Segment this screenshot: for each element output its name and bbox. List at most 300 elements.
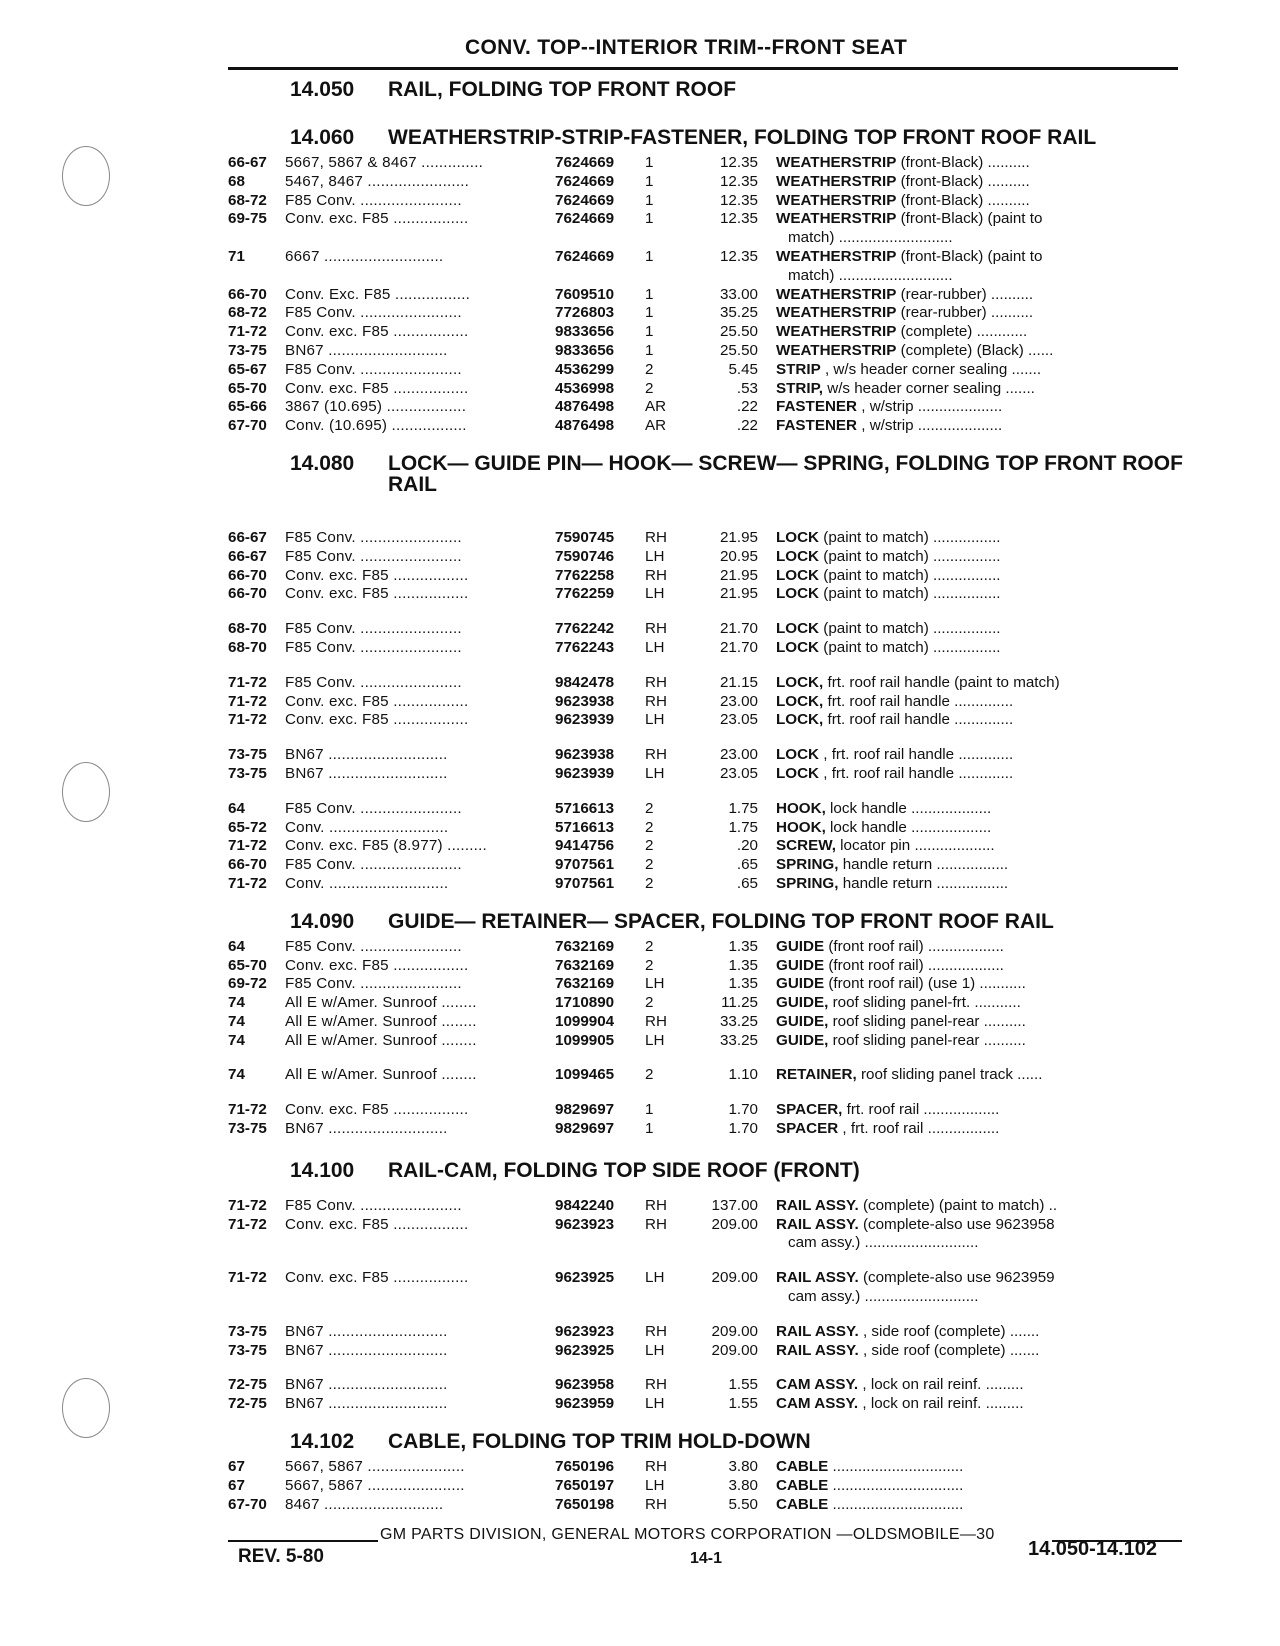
model-application: F85 Conv. ....................... bbox=[285, 360, 462, 378]
part-description bbox=[776, 548, 1188, 567]
description-text: frt. roof rail .................. bbox=[846, 1101, 1000, 1119]
description-text: , side roof (complete) ....... bbox=[862, 1322, 1040, 1340]
description-text: , frt. roof rail handle ............. bbox=[823, 746, 1014, 764]
model-application: F85 Conv. ....................... bbox=[285, 799, 462, 817]
page-number: 14-1 bbox=[690, 1550, 723, 1567]
model-application: F85 Conv. ....................... bbox=[285, 191, 462, 209]
section-heading bbox=[290, 452, 1188, 495]
part-row bbox=[228, 417, 1188, 436]
year-range: 66-67 bbox=[228, 154, 267, 171]
description-text: roof sliding panel-frt. ........... bbox=[832, 994, 1021, 1012]
part-number: 9707561 bbox=[555, 874, 615, 892]
price: 1.70 bbox=[728, 1120, 758, 1138]
part-row bbox=[228, 1013, 1188, 1032]
part-description bbox=[776, 1323, 1188, 1342]
part-group bbox=[228, 1376, 1188, 1414]
part-number: 7650198 bbox=[555, 1495, 615, 1513]
description-text: locator pin ................... bbox=[840, 837, 995, 855]
description-text: (complete-also use 9623958 bbox=[862, 1215, 1055, 1233]
price: 12.35 bbox=[719, 191, 758, 209]
part-description bbox=[776, 875, 1188, 894]
year-range: 73-75 bbox=[228, 341, 267, 359]
year-range: 66-67 bbox=[228, 547, 267, 565]
description-keyword: HOOK, bbox=[776, 818, 826, 836]
model-application: Conv. exc. F85 ................. bbox=[285, 566, 469, 584]
part-description bbox=[776, 1477, 1188, 1496]
price: 209.00 bbox=[711, 1269, 758, 1287]
model-application: Conv. exc. F85 ................. bbox=[285, 210, 469, 228]
section-number: 14.090 bbox=[290, 909, 355, 933]
part-row bbox=[228, 975, 1188, 994]
quantity: LH bbox=[645, 585, 665, 603]
description-text: handle return ................. bbox=[842, 856, 1009, 874]
description-keyword: FASTENER bbox=[776, 417, 858, 435]
part-row bbox=[228, 1496, 1188, 1515]
quantity: 1 bbox=[645, 172, 654, 190]
year-range: 69-72 bbox=[228, 975, 267, 993]
model-application: 5667, 5867 ...................... bbox=[285, 1476, 465, 1494]
part-description bbox=[776, 693, 1188, 712]
price: 20.95 bbox=[719, 547, 758, 565]
description-keyword: GUIDE bbox=[776, 975, 825, 993]
model-application: All E w/Amer. Sunroof ........ bbox=[285, 1066, 477, 1084]
part-number: 4876498 bbox=[555, 398, 615, 416]
section-title: GUIDE— RETAINER— SPACER, FOLDING TOP FRONT ROOF RAIL bbox=[388, 909, 1054, 933]
quantity: LH bbox=[645, 547, 665, 565]
part-number: 7632169 bbox=[555, 975, 615, 993]
price: 209.00 bbox=[711, 1341, 758, 1359]
description-text: ............................... bbox=[832, 1476, 964, 1494]
page-header-title: CONV. TOP--INTERIOR TRIM--FRONT SEAT bbox=[465, 36, 908, 59]
year-range: 66-70 bbox=[228, 856, 267, 874]
year-range: 71 bbox=[228, 247, 245, 265]
description-text: ............................... bbox=[832, 1495, 964, 1513]
model-application: BN67 ........................... bbox=[285, 1341, 448, 1359]
part-number: 1099905 bbox=[555, 1031, 615, 1049]
description-text: (front roof rail) .................. bbox=[828, 937, 1004, 955]
part-row bbox=[228, 1477, 1188, 1496]
price: 21.95 bbox=[719, 528, 758, 546]
description-keyword: SPRING, bbox=[776, 856, 839, 874]
quantity: LH bbox=[645, 1269, 665, 1287]
part-number: 7624669 bbox=[555, 191, 615, 209]
part-row bbox=[228, 1458, 1188, 1477]
quantity: RH bbox=[645, 1012, 667, 1030]
year-range: 71-72 bbox=[228, 874, 267, 892]
part-description bbox=[776, 567, 1188, 586]
part-number: 9833656 bbox=[555, 341, 615, 359]
part-group bbox=[228, 674, 1188, 730]
year-range: 67 bbox=[228, 1476, 245, 1494]
description-keyword: STRIP, bbox=[776, 379, 823, 397]
price: .65 bbox=[736, 874, 758, 892]
description-keyword: CAM ASSY. bbox=[776, 1376, 859, 1394]
quantity: 2 bbox=[645, 994, 654, 1012]
part-number: 9842240 bbox=[555, 1196, 615, 1214]
price: 23.05 bbox=[719, 711, 758, 729]
description-keyword: WEATHERSTRIP bbox=[776, 341, 897, 359]
description-keyword: FASTENER bbox=[776, 398, 858, 416]
model-application: F85 Conv. ....................... bbox=[285, 1196, 462, 1214]
model-application: F85 Conv. ....................... bbox=[285, 673, 462, 691]
description-keyword: CABLE bbox=[776, 1495, 829, 1513]
price: 1.70 bbox=[728, 1101, 758, 1119]
part-group bbox=[228, 529, 1188, 604]
year-range: 67-70 bbox=[228, 417, 267, 435]
section-14-060 bbox=[228, 126, 1188, 436]
quantity: RH bbox=[645, 1196, 667, 1214]
part-number: 5716613 bbox=[555, 799, 615, 817]
quantity: 1 bbox=[645, 247, 654, 265]
section-number: 14.100 bbox=[290, 1158, 355, 1182]
description-keyword: WEATHERSTRIP bbox=[776, 323, 897, 341]
quantity: 1 bbox=[645, 323, 654, 341]
price: 25.50 bbox=[719, 323, 758, 341]
model-application: All E w/Amer. Sunroof ........ bbox=[285, 994, 477, 1012]
part-group bbox=[228, 800, 1188, 894]
part-number: 7609510 bbox=[555, 285, 615, 303]
year-range: 71-72 bbox=[228, 1101, 267, 1119]
year-range: 68-72 bbox=[228, 191, 267, 209]
part-number: 9833656 bbox=[555, 323, 615, 341]
description-keyword: WEATHERSTRIP bbox=[776, 247, 897, 265]
price: 21.95 bbox=[719, 585, 758, 603]
model-application: Conv. Exc. F85 ................. bbox=[285, 285, 471, 303]
part-row bbox=[228, 154, 1188, 173]
year-range: 73-75 bbox=[228, 764, 267, 782]
section-title: RAIL-CAM, FOLDING TOP SIDE ROOF (FRONT) bbox=[388, 1158, 860, 1182]
part-number: 7624669 bbox=[555, 172, 615, 190]
part-row bbox=[228, 1066, 1188, 1085]
part-description bbox=[776, 192, 1188, 211]
binder-hole-bottom bbox=[62, 1378, 110, 1438]
description-keyword: SCREW, bbox=[776, 837, 836, 855]
part-description bbox=[776, 1032, 1188, 1051]
description-text: (paint to match) ................ bbox=[823, 638, 1001, 656]
part-number: 4876498 bbox=[555, 417, 615, 435]
year-range: 69-75 bbox=[228, 210, 267, 228]
model-application: 6667 ........................... bbox=[285, 247, 444, 265]
part-description bbox=[776, 1269, 1188, 1307]
part-number: 9623958 bbox=[555, 1376, 615, 1394]
year-range: 65-70 bbox=[228, 379, 267, 397]
year-range: 65-72 bbox=[228, 818, 267, 836]
part-row bbox=[228, 529, 1188, 548]
description-keyword: WEATHERSTRIP bbox=[776, 191, 897, 209]
description-keyword: GUIDE, bbox=[776, 1012, 829, 1030]
quantity: 1 bbox=[645, 1101, 654, 1119]
description-text: handle return ................. bbox=[842, 874, 1009, 892]
description-text: , side roof (complete) ....... bbox=[862, 1341, 1040, 1359]
part-description bbox=[776, 585, 1188, 604]
year-range: 71-72 bbox=[228, 1196, 267, 1214]
model-application: Conv. exc. F85 ................. bbox=[285, 585, 469, 603]
part-row bbox=[228, 711, 1188, 730]
part-description bbox=[776, 994, 1188, 1013]
part-number: 9623925 bbox=[555, 1341, 615, 1359]
price: 1.35 bbox=[728, 956, 758, 974]
quantity: LH bbox=[645, 1395, 665, 1413]
part-row bbox=[228, 380, 1188, 399]
quantity: 2 bbox=[645, 360, 654, 378]
quantity: RH bbox=[645, 620, 667, 638]
year-range: 74 bbox=[228, 1066, 245, 1084]
part-description bbox=[776, 1458, 1188, 1477]
part-description bbox=[776, 819, 1188, 838]
part-description bbox=[776, 154, 1188, 173]
part-number: 7590746 bbox=[555, 547, 615, 565]
part-row bbox=[228, 1032, 1188, 1051]
price: .65 bbox=[736, 856, 758, 874]
price: 23.00 bbox=[719, 746, 758, 764]
part-row bbox=[228, 994, 1188, 1013]
section-14-100 bbox=[228, 1159, 1188, 1414]
year-range: 73-75 bbox=[228, 1341, 267, 1359]
quantity: RH bbox=[645, 1495, 667, 1513]
part-row bbox=[228, 286, 1188, 305]
model-application: Conv. exc. F85 ................. bbox=[285, 692, 469, 710]
part-number: 9829697 bbox=[555, 1101, 615, 1119]
year-range: 67-70 bbox=[228, 1495, 267, 1513]
part-description bbox=[776, 765, 1188, 784]
price: 21.70 bbox=[719, 638, 758, 656]
part-number: 7762243 bbox=[555, 638, 615, 656]
description-text: (front-Black) (paint to bbox=[900, 247, 1043, 265]
year-range: 73-75 bbox=[228, 1322, 267, 1340]
part-description bbox=[776, 1395, 1188, 1414]
section-range: 14.050-14.102 bbox=[1028, 1538, 1158, 1560]
description-text: lock handle ................... bbox=[830, 799, 992, 817]
part-group bbox=[228, 620, 1188, 658]
description-text: , frt. roof rail ................. bbox=[842, 1120, 1000, 1138]
section-number: 14.080 bbox=[290, 451, 355, 475]
part-row bbox=[228, 567, 1188, 586]
part-description bbox=[776, 173, 1188, 192]
part-description bbox=[776, 323, 1188, 342]
binder-hole-middle bbox=[62, 762, 110, 822]
quantity: 2 bbox=[645, 856, 654, 874]
description-text: (front-Black) (paint to bbox=[900, 210, 1043, 228]
description-keyword: LOCK bbox=[776, 764, 820, 782]
year-range: 66-70 bbox=[228, 285, 267, 303]
description-text: frt. roof rail handle .............. bbox=[827, 692, 1014, 710]
quantity: LH bbox=[645, 764, 665, 782]
part-description bbox=[776, 837, 1188, 856]
part-number: 7650197 bbox=[555, 1476, 615, 1494]
model-application: All E w/Amer. Sunroof ........ bbox=[285, 1031, 477, 1049]
quantity: AR bbox=[645, 417, 667, 435]
part-number: 9707561 bbox=[555, 856, 615, 874]
description-keyword: RAIL ASSY. bbox=[776, 1196, 859, 1214]
year-range: 73-75 bbox=[228, 1120, 267, 1138]
section-heading bbox=[290, 126, 1188, 150]
description-text: frt. roof rail handle (paint to match) bbox=[827, 673, 1060, 691]
price: 3.80 bbox=[728, 1476, 758, 1494]
model-application: 5667, 5867 ...................... bbox=[285, 1458, 465, 1476]
year-range: 71-72 bbox=[228, 1215, 267, 1233]
description-keyword: LOCK bbox=[776, 547, 820, 565]
part-description bbox=[776, 639, 1188, 658]
year-range: 68-70 bbox=[228, 638, 267, 656]
part-description bbox=[776, 1197, 1188, 1216]
description-text: (complete) (paint to match) .. bbox=[862, 1196, 1058, 1214]
description-text: (rear-rubber) .......... bbox=[900, 285, 1034, 303]
part-group bbox=[228, 1066, 1188, 1085]
section-14-050 bbox=[228, 78, 1188, 102]
part-description bbox=[776, 1013, 1188, 1032]
price: 33.00 bbox=[719, 285, 758, 303]
quantity: RH bbox=[645, 1322, 667, 1340]
part-number: 7650196 bbox=[555, 1458, 615, 1476]
model-application: F85 Conv. ....................... bbox=[285, 937, 462, 955]
part-description bbox=[776, 210, 1188, 248]
model-application: F85 Conv. ....................... bbox=[285, 638, 462, 656]
price: .53 bbox=[736, 379, 758, 397]
model-application: BN67 ........................... bbox=[285, 1395, 448, 1413]
year-range: 66-67 bbox=[228, 528, 267, 546]
description-keyword: GUIDE, bbox=[776, 1031, 829, 1049]
part-row bbox=[228, 674, 1188, 693]
part-description bbox=[776, 975, 1188, 994]
model-application: F85 Conv. ....................... bbox=[285, 547, 462, 565]
part-number: 9842478 bbox=[555, 673, 615, 691]
year-range: 71-72 bbox=[228, 837, 267, 855]
description-keyword: WEATHERSTRIP bbox=[776, 172, 897, 190]
part-description bbox=[776, 1101, 1188, 1120]
quantity: 2 bbox=[645, 956, 654, 974]
price: 1.10 bbox=[728, 1066, 758, 1084]
description-keyword: CAM ASSY. bbox=[776, 1395, 859, 1413]
year-range: 65-70 bbox=[228, 956, 267, 974]
part-description bbox=[776, 398, 1188, 417]
price: 33.25 bbox=[719, 1012, 758, 1030]
model-application: BN67 ........................... bbox=[285, 746, 448, 764]
price: 3.80 bbox=[728, 1458, 758, 1476]
part-number: 9623938 bbox=[555, 746, 615, 764]
year-range: 68-70 bbox=[228, 620, 267, 638]
part-row bbox=[228, 800, 1188, 819]
part-row bbox=[228, 1376, 1188, 1395]
part-row bbox=[228, 1342, 1188, 1361]
section-heading bbox=[290, 1430, 1188, 1454]
description-keyword: SPACER bbox=[776, 1120, 839, 1138]
part-number: 9623939 bbox=[555, 764, 615, 782]
part-row bbox=[228, 819, 1188, 838]
part-number: 9623959 bbox=[555, 1395, 615, 1413]
description-keyword: GUIDE bbox=[776, 956, 825, 974]
part-group bbox=[228, 1101, 1188, 1139]
part-row bbox=[228, 1395, 1188, 1414]
year-range: 68-72 bbox=[228, 304, 267, 322]
part-row bbox=[228, 1323, 1188, 1342]
description-text: (paint to match) ................ bbox=[823, 566, 1001, 584]
part-number: 7590745 bbox=[555, 528, 615, 546]
year-range: 65-66 bbox=[228, 398, 267, 416]
part-description bbox=[776, 711, 1188, 730]
section-title: LOCK— GUIDE PIN— HOOK— SCREW— SPRING, FOLDING TOP FRONT ROOF RAIL bbox=[388, 451, 1183, 496]
quantity: LH bbox=[645, 711, 665, 729]
quantity: 1 bbox=[645, 191, 654, 209]
section-title: RAIL, FOLDING TOP FRONT ROOF bbox=[388, 78, 737, 101]
part-row bbox=[228, 693, 1188, 712]
description-continuation: cam assy.) ........................... bbox=[788, 1234, 979, 1252]
year-range: 72-75 bbox=[228, 1376, 267, 1394]
price: 35.25 bbox=[719, 304, 758, 322]
year-range: 72-75 bbox=[228, 1395, 267, 1413]
description-keyword: SPACER, bbox=[776, 1101, 843, 1119]
quantity: 2 bbox=[645, 937, 654, 955]
description-keyword: LOCK, bbox=[776, 692, 824, 710]
part-description bbox=[776, 417, 1188, 436]
description-keyword: LOCK bbox=[776, 566, 820, 584]
year-range: 74 bbox=[228, 1012, 245, 1030]
price: .20 bbox=[736, 837, 758, 855]
section-number: 14.060 bbox=[290, 126, 355, 149]
model-application: BN67 ........................... bbox=[285, 764, 448, 782]
section-14-102 bbox=[228, 1430, 1188, 1514]
part-number: 7632169 bbox=[555, 937, 615, 955]
price: 23.05 bbox=[719, 764, 758, 782]
section-heading bbox=[290, 1159, 1188, 1183]
part-description bbox=[776, 1120, 1188, 1139]
description-text: (paint to match) ................ bbox=[823, 528, 1001, 546]
description-keyword: RAIL ASSY. bbox=[776, 1322, 859, 1340]
part-number: 7762242 bbox=[555, 620, 615, 638]
part-description bbox=[776, 342, 1188, 361]
description-keyword: LOCK bbox=[776, 528, 820, 546]
part-description bbox=[776, 620, 1188, 639]
price: 21.95 bbox=[719, 566, 758, 584]
quantity: 2 bbox=[645, 799, 654, 817]
quantity: LH bbox=[645, 1476, 665, 1494]
description-text: roof sliding panel-rear .......... bbox=[832, 1012, 1026, 1030]
price: 209.00 bbox=[711, 1215, 758, 1233]
part-group bbox=[228, 746, 1188, 784]
year-range: 71-72 bbox=[228, 692, 267, 710]
part-number: 9623923 bbox=[555, 1322, 615, 1340]
description-keyword: WEATHERSTRIP bbox=[776, 304, 897, 322]
price: 11.25 bbox=[721, 994, 758, 1012]
description-text: (complete) (Black) ...... bbox=[900, 341, 1054, 359]
quantity: RH bbox=[645, 1215, 667, 1233]
quantity: RH bbox=[645, 1458, 667, 1476]
part-row bbox=[228, 957, 1188, 976]
description-text: lock handle ................... bbox=[830, 818, 992, 836]
part-row bbox=[228, 856, 1188, 875]
part-row bbox=[228, 1197, 1188, 1216]
section-number: 14.102 bbox=[290, 1430, 355, 1454]
part-description bbox=[776, 1376, 1188, 1395]
description-text: (front-Black) .......... bbox=[900, 154, 1030, 171]
model-application: F85 Conv. ....................... bbox=[285, 528, 462, 546]
quantity: 1 bbox=[645, 304, 654, 322]
model-application: Conv. exc. F85 ................. bbox=[285, 379, 469, 397]
model-application: Conv. exc. F85 ................. bbox=[285, 1215, 469, 1233]
description-keyword: LOCK, bbox=[776, 673, 824, 691]
part-row bbox=[228, 1120, 1188, 1139]
model-application: F85 Conv. ....................... bbox=[285, 856, 462, 874]
year-range: 65-67 bbox=[228, 360, 267, 378]
price: 209.00 bbox=[711, 1322, 758, 1340]
year-range: 74 bbox=[228, 994, 245, 1012]
description-text: (front roof rail) .................. bbox=[828, 956, 1004, 974]
description-keyword: WEATHERSTRIP bbox=[776, 285, 897, 303]
quantity: 1 bbox=[645, 285, 654, 303]
model-application: BN67 ........................... bbox=[285, 1376, 448, 1394]
model-application: BN67 ........................... bbox=[285, 1322, 448, 1340]
description-keyword: WEATHERSTRIP bbox=[776, 154, 897, 171]
part-group bbox=[228, 938, 1188, 1051]
